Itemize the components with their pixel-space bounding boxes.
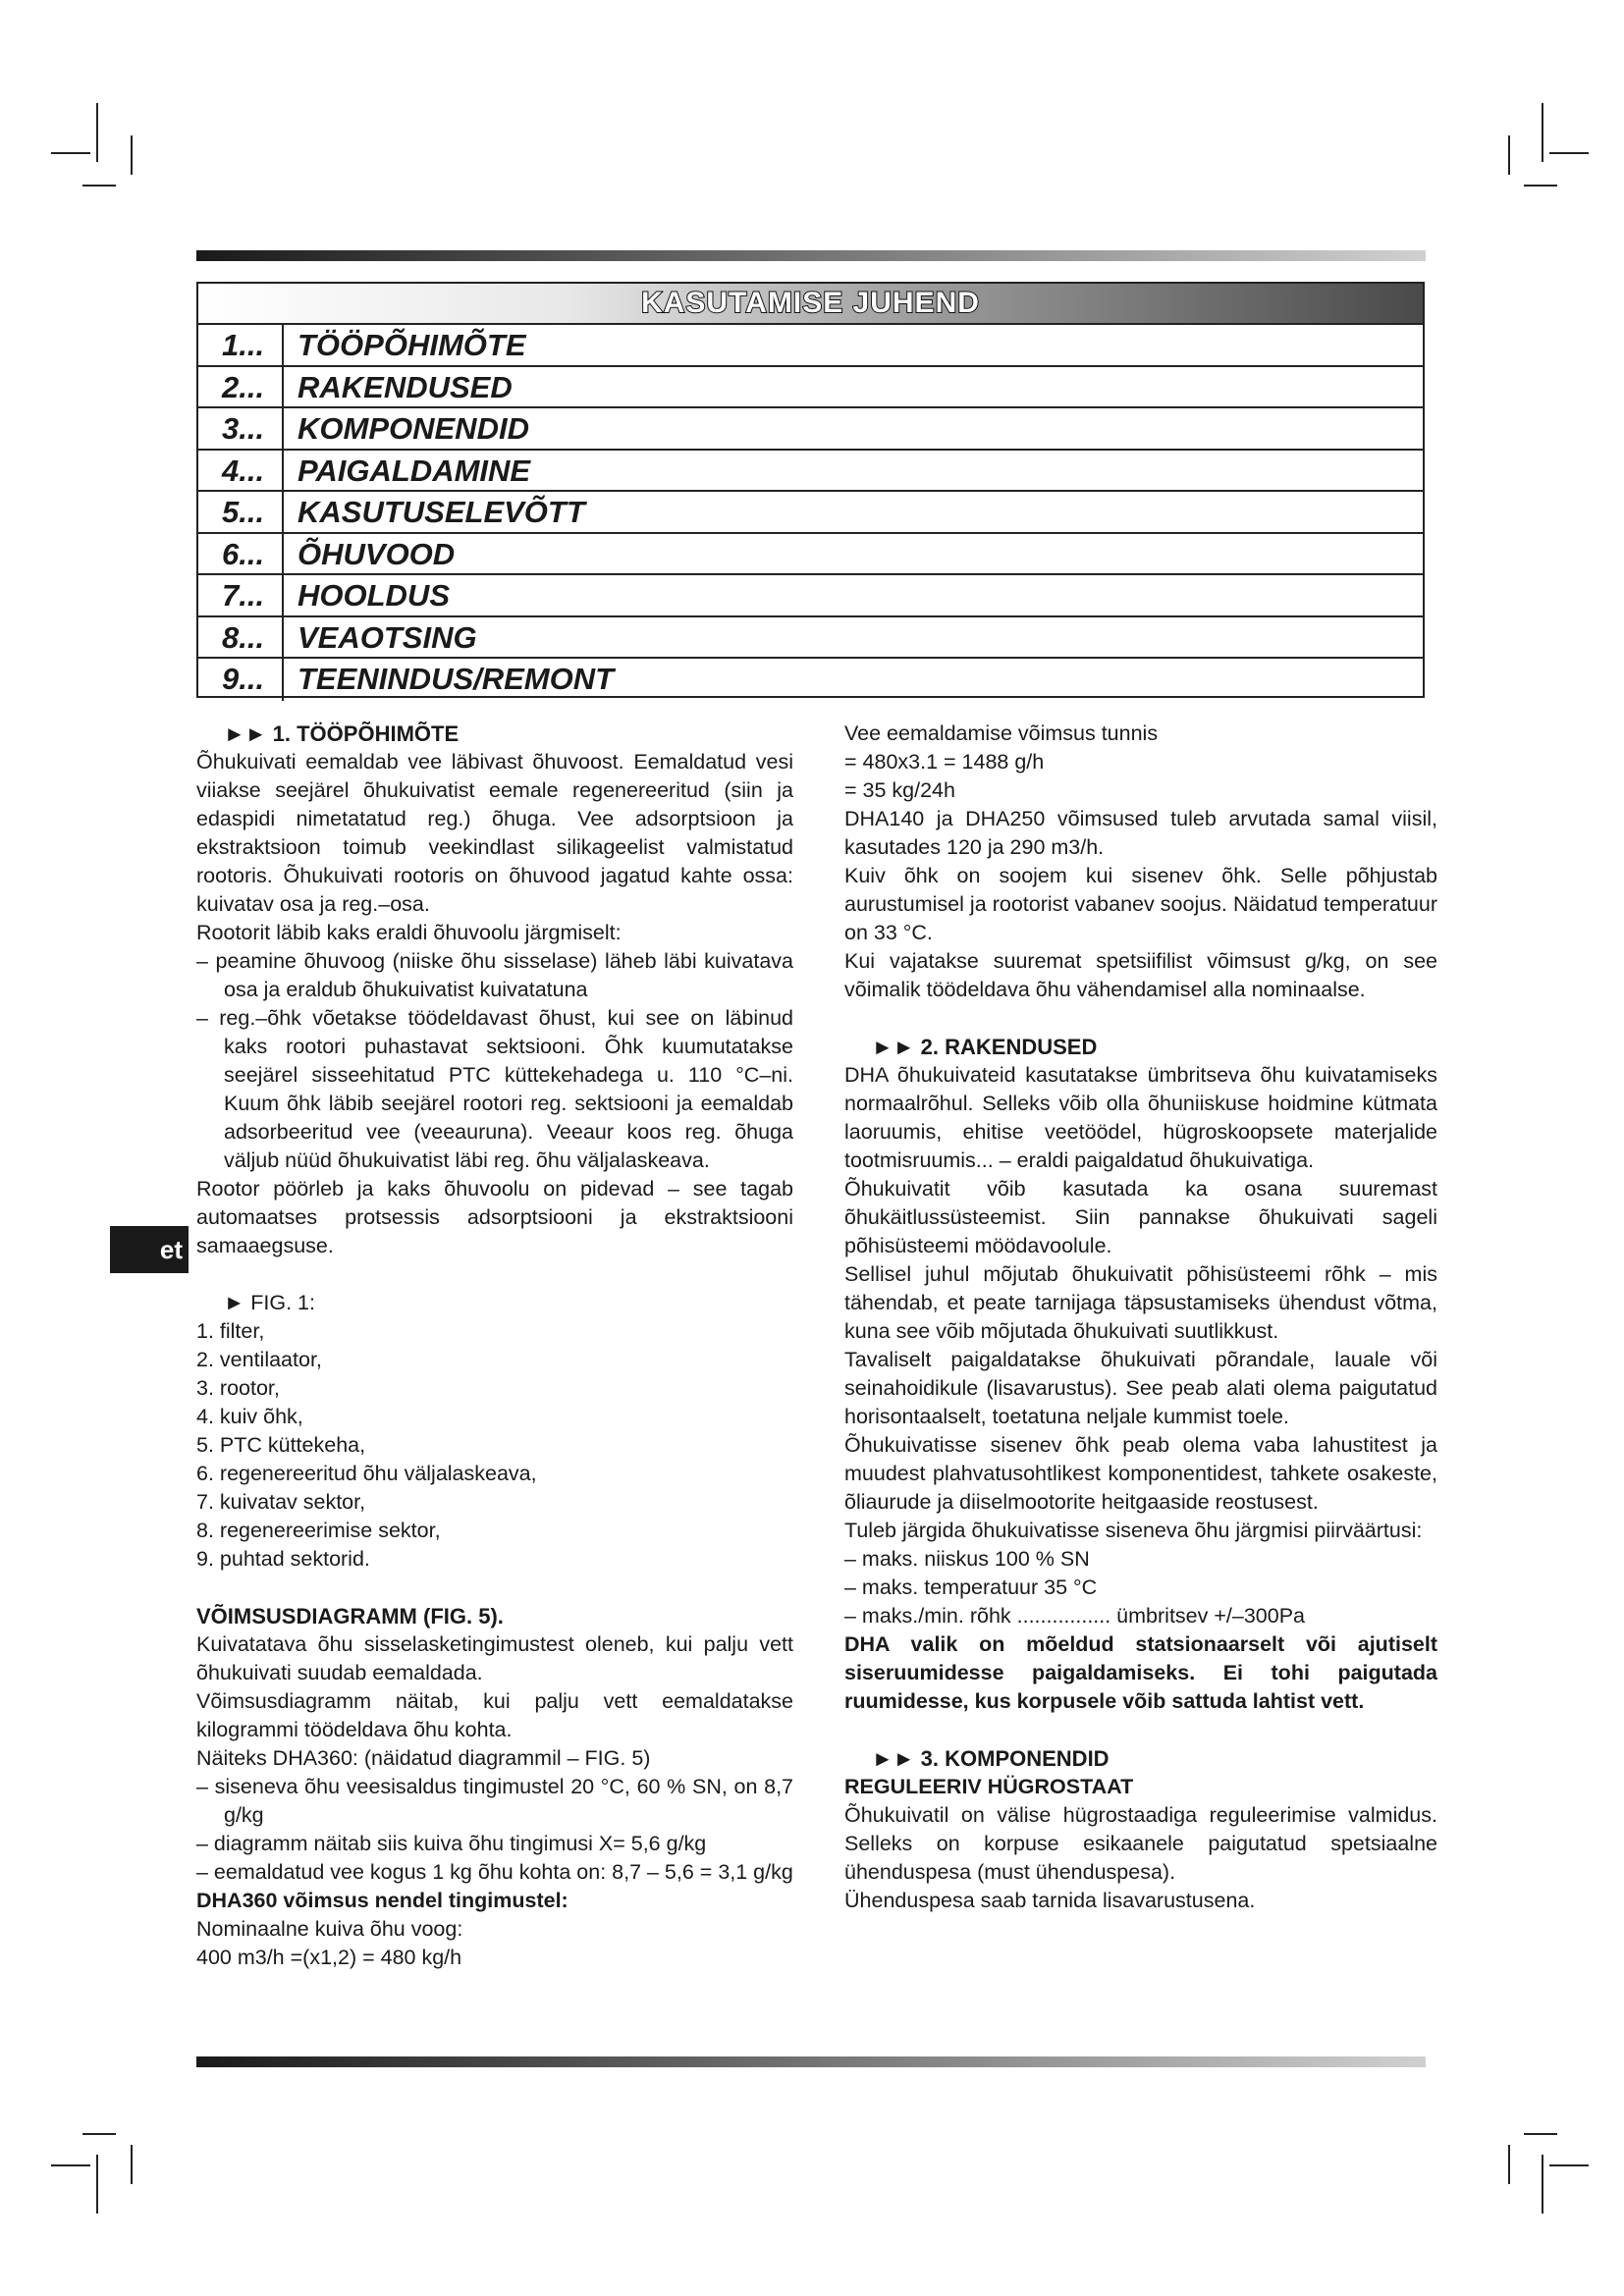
top-rule	[196, 250, 1426, 261]
crop-mark	[51, 2164, 90, 2166]
toc-title: VEAOTSING	[298, 619, 477, 655]
toc-row	[198, 451, 1423, 493]
paragraph: Näiteks DHA360: (näidatud diagrammil – FIG. 5)	[196, 1746, 651, 1770]
bullet-item: – maks./min. rõhk ................ ümbritsev +/–300Pa	[844, 1604, 1306, 1628]
figure-item: 2. ventilaator,	[196, 1348, 322, 1371]
toc-number: 5...	[198, 492, 284, 532]
paragraph: Nominaalne kuiva õhu voog:	[196, 1917, 463, 1941]
crop-mark	[1524, 2133, 1557, 2135]
paragraph: Ühenduspesa saab tarnida lisavarustusena.	[844, 1889, 1256, 1912]
crop-mark	[131, 2145, 133, 2184]
toc-row	[198, 575, 1423, 617]
crop-mark	[131, 135, 133, 175]
section-heading-3: ►► 3. KOMPONENDID	[872, 1746, 1110, 1771]
paragraph: Tavaliselt paigaldatakse õhukuivati põrandale, lauale või seinahoidikule (lisavarustus). See peab alati olema paigutatud horisontaalselt, toetatuna neljale kummist toele.	[844, 1348, 1437, 1428]
toc-row	[198, 367, 1423, 409]
paragraph: = 35 kg/24h	[844, 778, 955, 802]
left-column	[196, 720, 793, 1972]
paragraph: Võimsusdiagramm näitab, kui palju vett eemaldatakse kilogrammi töödeldava õhu kohta.	[196, 1689, 793, 1741]
paragraph: Rootor pöörleb ja kaks õhuvoolu on pidevad – see tagab automaatses protsessis adsorptsiooni ja ekstraktsiooni samaaegsuse.	[196, 1177, 793, 1257]
toc-number: 2...	[198, 367, 284, 407]
crop-mark	[96, 2155, 98, 2214]
toc-table	[196, 282, 1425, 698]
figure-list	[196, 1317, 793, 1574]
bold-paragraph: DHA valik on mõeldud statsionaarselt või ajutiselt siseruumidesse paigaldamiseks. Ei tohi paigutada ruumidesse, kus korpusele võib sattuda lahtist vett.	[844, 1632, 1437, 1713]
paragraph: = 480x3.1 = 1488 g/h	[844, 750, 1045, 774]
section-heading-2: ►► 2. RAKENDUSED	[872, 1035, 1098, 1059]
paragraph: Vee eemaldamise võimsus tunnis	[844, 721, 1159, 745]
crop-mark	[1542, 2155, 1543, 2214]
crop-mark	[1549, 152, 1589, 154]
crop-mark	[1542, 103, 1543, 162]
bullet-item: – peamine õhuvoog (niiske õhu sisselase) läheb läbi kuivatava osa ja eraldub õhukuivatist kuivatatuna	[196, 949, 793, 1001]
toc-number: 6...	[198, 534, 284, 574]
diagram-heading: VÕIMSUSDIAGRAMM (FIG. 5).	[196, 1604, 504, 1629]
paragraph: Õhukuivatisse sisenev õhk peab olema vaba lahustitest ja muudest plahvatusohtlikest komponentidest, tahkete osakeste, õliaurude ja diiselmootorite heitgaaside reostusest.	[844, 1433, 1437, 1514]
paragraph: DHA140 ja DHA250 võimsused tuleb arvutada samal viisil, kasutades 120 ja 290 m3/h.	[844, 807, 1437, 859]
paragraph: Sellisel juhul mõjutab õhukuivatit põhisüsteemi rõhk – mis tähendab, et peate tarnijaga täpsustamiseks ühendust võtma, kuna see võib mõjutada õhukuivati suutlikkust.	[844, 1262, 1437, 1343]
toc-number: 3...	[198, 408, 284, 449]
crop-mark	[1549, 2164, 1589, 2166]
section-heading-1: ►► 1. TÖÖPÕHIMÕTE	[224, 721, 460, 746]
subheading: REGULEERIV HÜGROSTAAT	[844, 1775, 1134, 1798]
paragraph: Tuleb järgida õhukuivatisse siseneva õhu järgmisi piirväärtusi:	[844, 1519, 1423, 1542]
toc-row	[198, 492, 1423, 534]
crop-mark	[1508, 2145, 1510, 2184]
paragraph: Õhukuivatil on välise hügrostaadiga reguleerimise valmidus. Selleks on korpuse esikaanele paigutatud spetsiaalne ühenduspesa (must ühenduspesa).	[844, 1803, 1437, 1884]
paragraph: Õhukuivati eemaldab vee läbivast õhuvoost. Eemaldatud vesi viiakse seejärel õhukuivatist eemale regenereeritud (siin ja edaspidi nimetatatud reg.) õhuga. Vee adsorptsioon ja ekstraktsioon toimub veekindlast silikageelist valmistatud rootoris. Õhukuivati rootoris on õhuvood jagatud kahte ossa: kuivatav osa ja reg.–osa.	[196, 750, 793, 916]
toc-title: HOOLDUS	[298, 578, 450, 613]
figure-item: 1. filter,	[196, 1319, 265, 1343]
crop-mark	[51, 152, 90, 154]
bold-paragraph: DHA360 võimsus nendel tingimustel:	[196, 1889, 568, 1912]
paragraph: Rootorit läbib kaks eraldi õhuvoolu järgmiselt:	[196, 921, 622, 944]
paragraph: Õhukuivatit võib kasutada ka osana suuremast õhukäitlussüsteemist. Siin pannakse õhukuivati sageli põhisüsteemi möödavoolule.	[844, 1177, 1437, 1257]
toc-row	[198, 408, 1423, 451]
figure-item: 8. regenereerimise sektor,	[196, 1519, 441, 1542]
toc-row	[198, 659, 1423, 701]
language-tab: et	[110, 1226, 189, 1273]
toc-title: KOMPONENDID	[298, 411, 529, 446]
figure-item: 9. puhtad sektorid.	[196, 1547, 370, 1571]
toc-number: 8...	[198, 617, 284, 658]
toc-row	[198, 534, 1423, 576]
paragraph: DHA õhukuivateid kasutatakse ümbritseva õhu kuivatamiseks normaalrõhul. Selleks võib olla õhuniiskuse hoidmine kütmata laoruumis, ehitise veetöödel, hügroskoopsete materjalide tootmisruumis... – eraldi paigaldatud õhukuivatiga.	[844, 1063, 1437, 1172]
crop-mark	[1508, 135, 1510, 175]
toc-title: ÕHUVOOD	[298, 536, 456, 571]
toc-number: 7...	[198, 575, 284, 615]
toc-title: KASUTUSELEVÕTT	[298, 495, 585, 529]
toc-title: TEENINDUS/REMONT	[298, 662, 615, 696]
bullet-item: – eemaldatud vee kogus 1 kg õhu kohta on: 8,7 – 5,6 = 3,1 g/kg	[196, 1860, 793, 1884]
toc-header	[198, 284, 1423, 325]
bullet-item: – reg.–õhk võetakse töödeldavast õhust, kui see on läbinud kaks rootori puhastavat sektsiooni. Õhk kuumutatakse seejärel sisseehitatud PTC küttekehadega u. 110 °C–ni. Kuum õhk läbib seejärel rootori reg. sektsiooni ja eemaldab adsorbeeritud vee (veeauruna). Veeaur koos reg. õhuga väljub nüüd õhukuivatist läbi reg. õhu väljalaskeava.	[196, 1006, 793, 1172]
paragraph: 400 m3/h =(x1,2) = 480 kg/h	[196, 1946, 462, 1969]
figure-item: 4. kuiv õhk,	[196, 1405, 303, 1428]
paragraph: Kuiv õhk on soojem kui sisenev õhk. Selle põhjustab aurustumisel ja rootorist vabanev soojus. Näidatud temperatuur on 33 °C.	[844, 864, 1437, 944]
paragraph: Kuivatatava õhu sisselasketingimustest oleneb, kui palju vett õhukuivati suudab eemaldada.	[196, 1632, 793, 1684]
toc-title: TÖÖPÕHIMÕTE	[298, 328, 526, 362]
toc-row	[198, 617, 1423, 660]
toc-row	[198, 325, 1423, 367]
bullet-item: – siseneva õhu veesisaldus tingimustel 20 °C, 60 % SN, on 8,7 g/kg	[196, 1775, 793, 1827]
bullet-item: – maks. niiskus 100 % SN	[844, 1547, 1090, 1571]
figure-item: 5. PTC küttekeha,	[196, 1433, 366, 1457]
toc-title: PAIGALDAMINE	[298, 453, 531, 488]
figure-label: ► FIG. 1:	[224, 1291, 315, 1314]
right-column	[844, 720, 1437, 1915]
bottom-rule	[196, 2056, 1426, 2067]
toc-title: RAKENDUSED	[298, 369, 513, 404]
crop-mark	[82, 185, 116, 187]
toc-number: 4...	[198, 451, 284, 491]
crop-mark	[82, 2133, 116, 2135]
crop-mark	[96, 103, 98, 162]
figure-item: 7. kuivatav sektor,	[196, 1490, 366, 1514]
bullet-item: – maks. temperatuur 35 °C	[844, 1575, 1098, 1599]
crop-mark	[1524, 185, 1557, 187]
toc-number: 9...	[198, 659, 284, 701]
paragraph: Kui vajatakse suuremat spetsiifilist võimsust g/kg, on see võimalik töödeldava õhu vähendamisel alla nominaalse.	[844, 949, 1437, 1001]
figure-item: 6. regenereeritud õhu väljalaskeava,	[196, 1462, 537, 1485]
toc-number: 1...	[198, 325, 284, 365]
toc-heading: KASUTAMISE JUHEND	[641, 287, 980, 319]
bullet-item: – diagramm näitab siis kuiva õhu tingimusi X= 5,6 g/kg	[196, 1832, 707, 1855]
figure-item: 3. rootor,	[196, 1376, 280, 1400]
